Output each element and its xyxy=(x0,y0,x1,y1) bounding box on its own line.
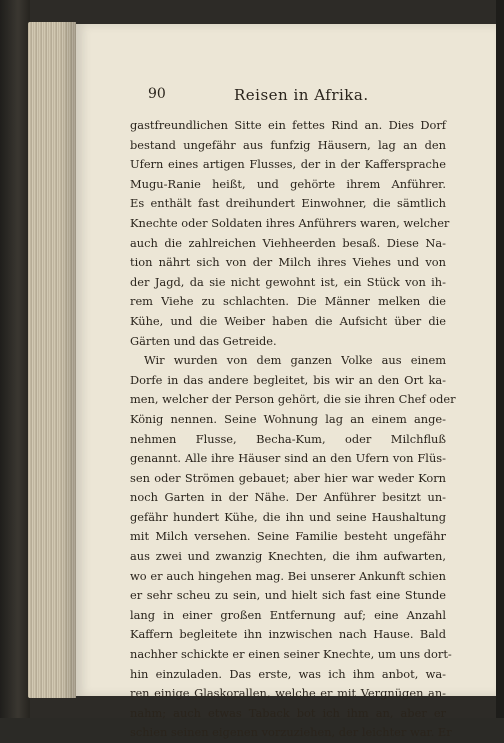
text-line: er sehr scheu zu sein, und hielt sich fast eine Stunde xyxy=(130,588,446,603)
text-line: gefähr hundert Kühe, die ihn und seine Haushaltung xyxy=(130,509,446,524)
text-line: Es enthält fast dreihundert Einwohner, die sämtlich xyxy=(130,196,446,211)
text-line: tion nährt sich von der Milch ihres Viehes und von xyxy=(130,255,446,270)
text-line: gastfreundlichen Sitte ein fettes Rind an. Dies Dorf xyxy=(130,118,446,132)
text-line: König nennen. Seine Wohnung lag an einem ange- xyxy=(130,411,446,426)
right-edge xyxy=(496,0,504,718)
body-text xyxy=(130,116,456,743)
text-line: Gärten und das Getreide. xyxy=(130,333,277,348)
text-line: rem Viehe zu schlachten. Die Männer melken die xyxy=(130,294,446,309)
page-header xyxy=(148,86,430,110)
book-binding xyxy=(0,0,30,718)
text-line: Ufern eines artigen Flusses, der in der Kaffersprache xyxy=(130,157,446,172)
book-page xyxy=(76,24,496,740)
text-line: der Jagd, da sie nicht gewohnt ist, ein Stück von ih- xyxy=(130,274,446,289)
text-line: nachher schickte er einen seiner Knechte, um uns dort- xyxy=(130,647,452,662)
text-line: auch die zahlreichen Viehheerden besaß. Diese Na- xyxy=(130,235,446,250)
text-line: Kaffern begleitete ihn inzwischen nach Hause. Bald xyxy=(130,627,446,642)
text-line: genannt. Alle ihre Häuser sind an den Ufern von Flüs- xyxy=(130,451,446,466)
text-line: aus zwei und zwanzig Knechten, die ihm aufwarten, xyxy=(130,549,446,564)
text-line: nahm; auch etwas Taback bot ich ihm an, aber er xyxy=(130,705,446,720)
text-line: noch Garten in der Nähe. Der Anführer besitzt un- xyxy=(130,490,446,505)
text-line: men, welcher der Person gehört, die sie ihren Chef oder xyxy=(130,392,456,407)
text-line: Knechte oder Soldaten ihres Anführers waren, welcher xyxy=(130,215,450,230)
page-number: 90 xyxy=(148,86,166,102)
text-line: lang in einer großen Entfernung auf; eine Anzahl xyxy=(130,607,446,622)
text-line: Kühe, und die Weiber haben die Aufsicht über die xyxy=(130,313,446,328)
page-edges-shadow xyxy=(60,22,76,698)
text-line: Wir wurden von dem ganzen Volke aus einem xyxy=(144,353,446,368)
text-line: Dorfe in das andere begleitet, bis wir an den Ort ka- xyxy=(130,372,446,387)
text-line: Mugu-Ranie heißt, und gehörte ihrem Anführer. xyxy=(130,176,446,191)
text-line: hin einzuladen. Das erste, was ich ihm anbot, wa- xyxy=(130,666,446,681)
text-line: wo er auch hingehen mag. Bei unserer Ankunft schien xyxy=(130,568,446,583)
text-line: schien seinen eigenen vorzuziehen, der leichter war. Er xyxy=(130,725,452,740)
text-line: mit Milch versehen. Seine Familie besteht ungefähr xyxy=(130,529,446,544)
text-line: bestand ungefähr aus funfzig Häusern, lag an den xyxy=(130,137,446,152)
text-line: ren einige Glaskorallen, welche er mit Vergnügen an- xyxy=(130,686,446,701)
text-line: sen oder Strömen gebauet; aber hier war weder Korn xyxy=(130,470,446,485)
text-line: nehmen Flusse, Becha-Kum, oder Milchfluß xyxy=(130,431,446,446)
running-title: Reisen in Afrika. xyxy=(234,86,369,104)
